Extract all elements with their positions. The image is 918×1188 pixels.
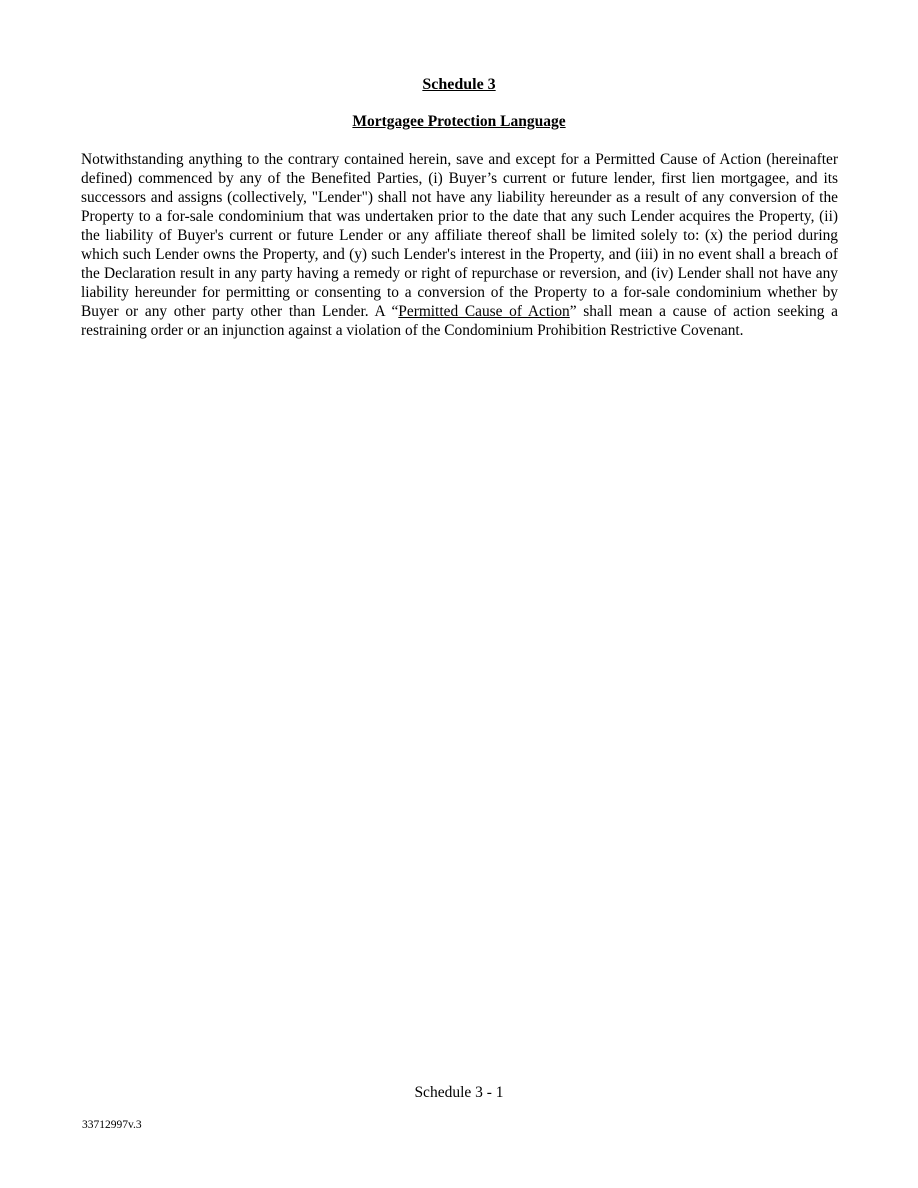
defined-term: Permitted Cause of Action	[398, 303, 570, 320]
section-heading: Mortgagee Protection Language	[352, 113, 566, 130]
schedule-title: Schedule 3	[422, 76, 496, 93]
paragraph-text-part2: ” shall mean a cause of action seeking a restraining order or an injunction against a violation of the Condominium Prohibition Restrictive Covenant.	[81, 303, 838, 339]
paragraph-text-part1: Notwithstanding anything to the contrary contained herein, save and except for a Permitted Cause of Action (hereinafter defined) commenced by any of the Benefited Parties, (i) Buyer’s current or future lender, first lien mortgagee, and its successors and assigns (collectively, "Lender") shall not have any liability hereunder as a result of any conversion of the Property to a for-sale condominium that was undertaken prior to the date that any such Lender acquires the Property, (ii) the liability of Buyer's current or future Lender or any affiliate thereof shall be limited solely to: (x) the period during which such Lender owns the Property, and (y) such Lender's interest in the Property, and (iii) in no event shall a breach of the Declaration result in any party having a remedy or right of repurchase or reversion, and (iv) Lender shall not have any liability hereunder for permitting or consenting to a conversion of the Property to a for-sale condominium whether by Buyer or any other party other than Lender. A “	[81, 151, 838, 320]
page-footer: Schedule 3 - 1	[414, 1084, 504, 1101]
document-id: 33712997v.3	[82, 1119, 142, 1131]
body-paragraph	[81, 150, 838, 340]
